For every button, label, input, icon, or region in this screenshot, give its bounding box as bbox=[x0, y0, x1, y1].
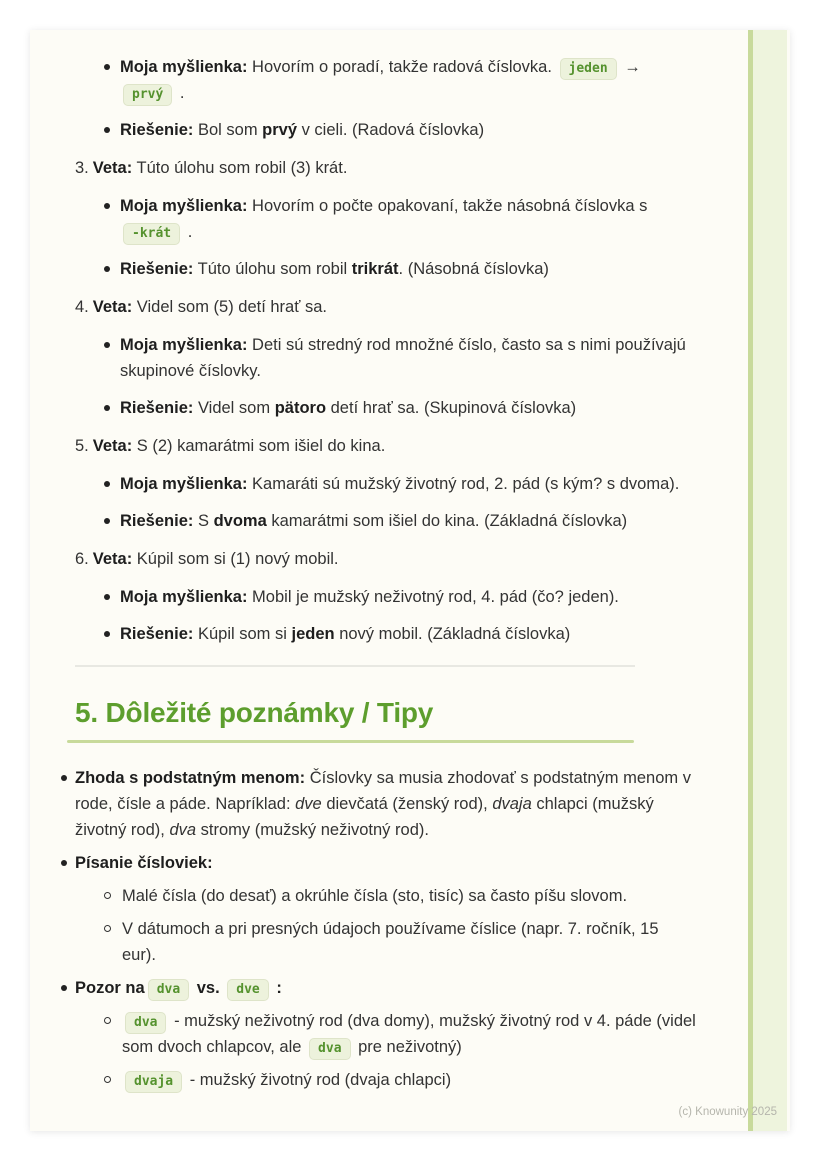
code-badge: dve bbox=[227, 979, 268, 1001]
bold-text: Veta: bbox=[92, 159, 133, 177]
bold-text: Písanie čísloviek: bbox=[75, 854, 213, 872]
bullet-item: Riešenie: Videl som pätoro detí hrať sa. (Skupinová číslovka) bbox=[120, 395, 697, 421]
bold-text: Pozor na bbox=[75, 979, 145, 997]
bullet-item: Riešenie: S dvoma kamarátmi som išiel do kina. (Základná číslovka) bbox=[120, 508, 697, 534]
exercise-list bbox=[75, 54, 697, 647]
bold-text: Zhoda s podstatným menom: bbox=[75, 769, 306, 787]
tips-list bbox=[75, 765, 697, 1093]
bold-text: Riešenie: bbox=[120, 121, 194, 139]
item-number: 6. bbox=[75, 550, 89, 568]
bullet-item: Moja myšlienka: Hovorím o počte opakovaní, takže násobná číslovka s -krát . bbox=[120, 193, 697, 245]
italic-text: dva bbox=[169, 821, 197, 839]
bullet-list bbox=[75, 471, 697, 534]
bold-text: : bbox=[271, 979, 282, 997]
code-badge: -krát bbox=[123, 223, 180, 245]
code-badge: dva bbox=[125, 1012, 166, 1034]
tip-item: Zhoda s podstatným menom: Číslovky sa musia zhodovať s podstatným menom v rode, čísle a páde. Napríklad: dve dievčatá (ženský rod), dvaja chlapci (mužský životný rod), dva stromy (mužský neživotný rod). bbox=[75, 765, 697, 843]
bold-text: Moja myšlienka: bbox=[120, 588, 248, 606]
page-content bbox=[75, 42, 697, 1100]
bullet-item: Riešenie: Bol som prvý v cieli. (Radová číslovka) bbox=[120, 117, 697, 143]
bold-text: Moja myšlienka: bbox=[120, 197, 248, 215]
bold-text: trikrát bbox=[351, 260, 399, 278]
bold-text: Riešenie: bbox=[120, 399, 194, 417]
item-number: 3. bbox=[75, 159, 89, 177]
code-badge: dvaja bbox=[125, 1071, 182, 1093]
bold-text: Veta: bbox=[92, 298, 133, 316]
bold-text: Moja myšlienka: bbox=[120, 58, 248, 76]
bold-text: jeden bbox=[291, 625, 335, 643]
section-divider bbox=[75, 665, 635, 667]
tip-sub-item: dva - mužský neživotný rod (dva domy), mužský životný rod v 4. páde (videl som dvoch chlapcov, ale dva pre neživotný) bbox=[122, 1008, 697, 1060]
item-number: 5. bbox=[75, 437, 89, 455]
section-heading: 5. Dôležité poznámky / Tipy bbox=[75, 697, 434, 728]
bold-text: Veta: bbox=[92, 437, 133, 455]
bullet-list bbox=[75, 193, 697, 282]
bold-text: Riešenie: bbox=[120, 260, 194, 278]
exercise-item bbox=[75, 294, 697, 421]
bold-text: vs. bbox=[192, 979, 225, 997]
tip-item bbox=[75, 975, 697, 1093]
bullet-item: Riešenie: Kúpil som si jeden nový mobil. (Základná číslovka) bbox=[120, 621, 697, 647]
bullet-item: Moja myšlienka: Deti sú stredný rod množné číslo, často sa s nimi používajú skupinové číslovky. bbox=[120, 332, 697, 384]
exercise-item bbox=[75, 155, 697, 282]
tip-sub-item: Malé čísla (do desať) a okrúhle čísla (sto, tisíc) sa často píšu slovom. bbox=[122, 883, 697, 909]
code-badge: prvý bbox=[123, 84, 172, 106]
bullet-item: Riešenie: Túto úlohu som robil trikrát. (Násobná číslovka) bbox=[120, 256, 697, 282]
bullet-list bbox=[75, 332, 697, 421]
item-number: 4. bbox=[75, 298, 89, 316]
numbered-sentence: 4. Veta: Videl som (5) detí hrať sa. bbox=[75, 298, 328, 316]
bold-text: Riešenie: bbox=[120, 512, 194, 530]
tip-sub-item: V dátumoch a pri presných údajoch používame číslice (napr. 7. ročník, 15 eur). bbox=[122, 916, 697, 968]
bold-text: Veta: bbox=[92, 550, 133, 568]
bullet-list bbox=[75, 584, 697, 647]
italic-text: dve bbox=[295, 795, 322, 813]
code-badge: jeden bbox=[560, 58, 617, 80]
exercise-item bbox=[75, 433, 697, 534]
numbered-sentence: 6. Veta: Kúpil som si (1) nový mobil. bbox=[75, 550, 339, 568]
bold-text: pätoro bbox=[274, 399, 327, 417]
bold-text: Moja myšlienka: bbox=[120, 475, 248, 493]
tip-sublist bbox=[75, 1008, 697, 1093]
tip-sublist bbox=[75, 883, 697, 968]
page-accent-strip bbox=[748, 30, 787, 1131]
numbered-sentence: 3. Veta: Túto úlohu som robil (3) krát. bbox=[75, 159, 348, 177]
bold-text: prvý bbox=[262, 121, 298, 139]
code-badge: dva bbox=[148, 979, 189, 1001]
exercise-item bbox=[75, 54, 697, 143]
bold-text: Riešenie: bbox=[120, 625, 194, 643]
bullet-item: Moja myšlienka: Kamaráti sú mužský životný rod, 2. pád (s kým? s dvoma). bbox=[120, 471, 697, 497]
exercise-item bbox=[75, 546, 697, 647]
bold-text: Moja myšlienka: bbox=[120, 336, 248, 354]
italic-text: dvaja bbox=[492, 795, 532, 813]
tip-sub-item: dvaja - mužský životný rod (dvaja chlapci) bbox=[122, 1067, 697, 1093]
watermark: (c) Knowunity 2025 bbox=[678, 1106, 777, 1118]
document-page bbox=[30, 30, 790, 1131]
bullet-list bbox=[75, 54, 697, 143]
code-badge: dva bbox=[309, 1038, 350, 1060]
heading-underline bbox=[67, 740, 634, 743]
bold-text: dvoma bbox=[213, 512, 267, 530]
tip-item bbox=[75, 850, 697, 968]
numbered-sentence: 5. Veta: S (2) kamarátmi som išiel do kina. bbox=[75, 437, 386, 455]
bullet-item: Moja myšlienka: Hovorím o poradí, takže radová číslovka. jeden → prvý . bbox=[120, 54, 697, 106]
bullet-item: Moja myšlienka: Mobil je mužský neživotný rod, 4. pád (čo? jeden). bbox=[120, 584, 697, 610]
